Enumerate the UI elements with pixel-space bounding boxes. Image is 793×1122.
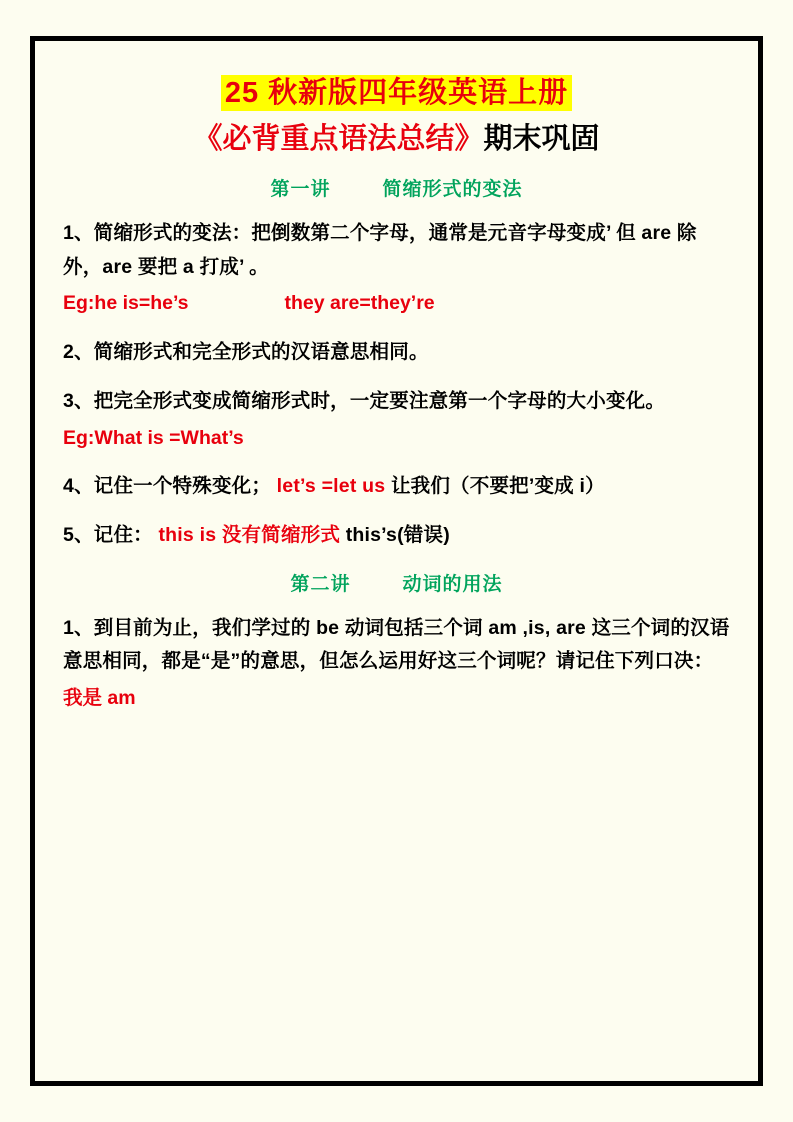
lecture-heading-2 [63, 569, 730, 596]
lecture-1-topic: 简缩形式的变法 [382, 179, 523, 201]
rule-item-3-example: Eg:What is =What’s [63, 426, 244, 449]
lecture-1-name: 第一讲 [270, 179, 331, 201]
rule-item-4-part1: 4、记住一个特殊变化； [63, 474, 272, 497]
rule-item-5-red: this is 没有简缩形式 [158, 524, 341, 547]
rule-item-5-part1: 5、记住： [63, 524, 153, 547]
page-subtitle [63, 121, 730, 159]
page-title-main [63, 75, 730, 113]
rule-item-2: 2、简缩形式和完全形式的汉语意思相同。 [63, 340, 429, 363]
rule-item-1-example-left: Eg:he is=he’s [63, 292, 189, 315]
rule-item-4-part2: 让我们（不要把’变成 i） [390, 474, 605, 497]
section2-line-1: 1、到目前为止，我们学过的 be 动词包括三个词 am ,is, are 这三个词的汉语意思相同，都是“是”的意思，但怎么运用好这三个词呢？请记住下列口决： [63, 616, 730, 673]
page-title-highlight: 25 秋新版四年级英语上册 [221, 75, 572, 111]
page-subtitle-black: 期末巩固 [483, 122, 600, 155]
rule-item-3: 3、把完全形式变成简缩形式时，一定要注意第一个字母的大小变化。 [63, 390, 666, 413]
rule-item-5 [63, 519, 730, 553]
lecture-2-topic: 动词的用法 [402, 573, 503, 595]
rule-item-1-example [63, 288, 730, 319]
rule-item-5-part2: this’s(错误) [345, 524, 450, 547]
page-border-frame [30, 36, 763, 1086]
section2-mnemonic: 我是 am [63, 687, 136, 709]
lecture-heading-1 [63, 174, 730, 201]
rule-item-4-red: let’s =let us [276, 474, 386, 497]
rule-item-1: 1、简缩形式的变法：把倒数第二个字母，通常是元音字母变成’ 但 are 除外，are 要把 a 打成’ 。 [63, 222, 697, 278]
rule-item-1-example-right: they are=they’re [284, 292, 435, 315]
lecture-2-name: 第二讲 [290, 573, 351, 595]
page-subtitle-red: 《必背重点语法总结》 [193, 122, 484, 155]
rule-item-4 [63, 470, 730, 504]
